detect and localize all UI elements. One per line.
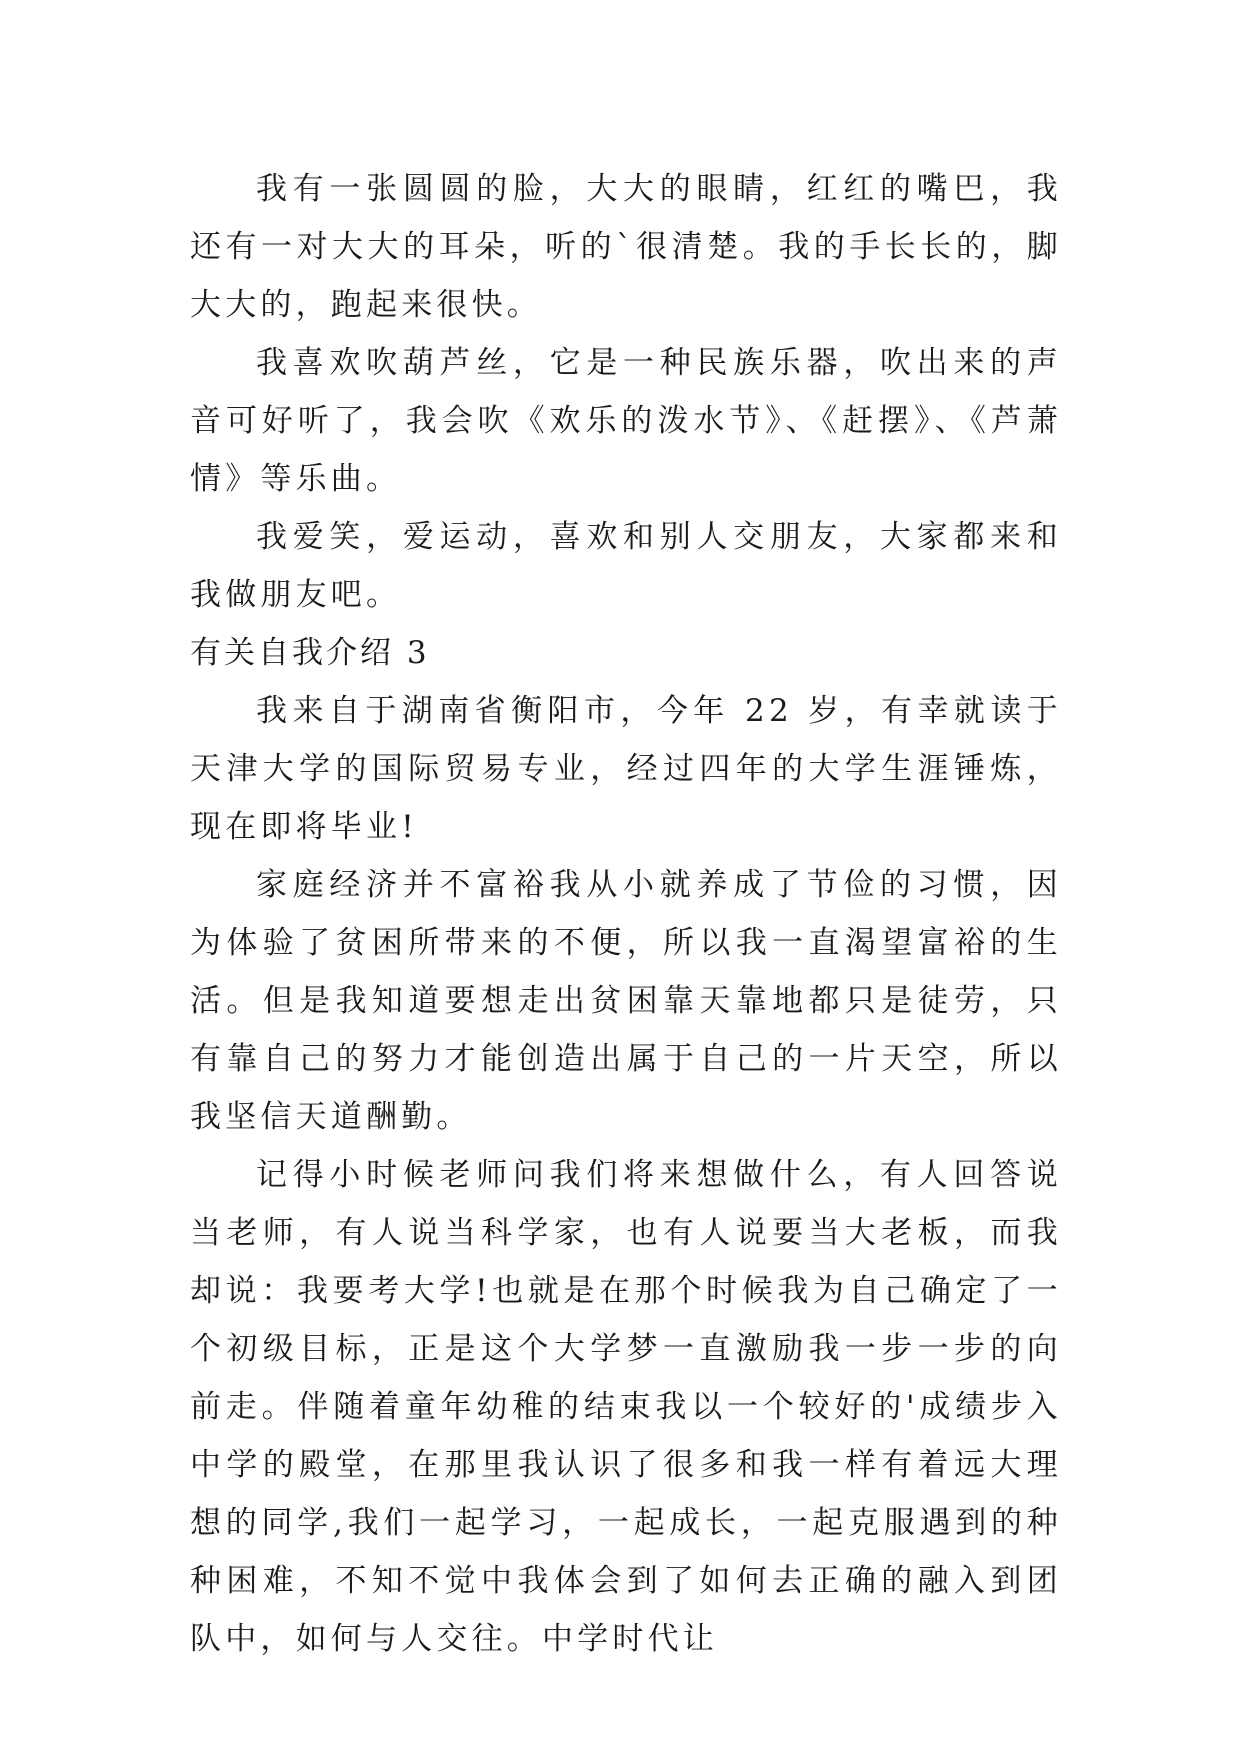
paragraph-origin: 我来自于湖南省衡阳市，今年 22 岁，有幸就读于天津大学的国际贸易专业，经过四年的大学生涯锤炼，现在即将毕业! bbox=[190, 693, 1062, 845]
document-page bbox=[190, 160, 1062, 1668]
paragraph-appearance: 我有一张圆圆的脸，大大的眼睛，红红的嘴巴，我还有一对大大的耳朵，听的`很清楚。我的手长长的，脚大大的，跑起来很快。 bbox=[190, 171, 1062, 323]
paragraph-personality: 我爱笑，爱运动，喜欢和别人交朋友，大家都来和我做朋友吧。 bbox=[190, 519, 1062, 613]
paragraph-childhood: 记得小时候老师问我们将来想做什么，有人回答说当老师，有人说当科学家，也有人说要当大老板，而我却说：我要考大学!也就是在那个时候我为自己确定了一个初级目标，正是这个大学梦一直激励我一步一步的向前走。伴随着童年幼稚的结束我以一个较好的'成绩步入中学的殿堂，在那里我认识了很多和我一样有着远大理想的同学,我们一起学习，一起成长，一起克服遇到的种种困难，不知不觉中我体会到了如何去正确的融入到团队中，如何与人交往。中学时代让 bbox=[190, 1157, 1062, 1657]
section-heading: 有关自我介绍 3 bbox=[190, 635, 430, 671]
paragraph-hobby: 我喜欢吹葫芦丝，它是一种民族乐器，吹出来的声音可好听了，我会吹《欢乐的泼水节》、《赶摆》、《芦萧情》等乐曲。 bbox=[190, 345, 1062, 497]
paragraph-family: 家庭经济并不富裕我从小就养成了节俭的习惯，因为体验了贫困所带来的不便，所以我一直渴望富裕的生活。但是我知道要想走出贫困靠天靠地都只是徒劳，只有靠自己的努力才能创造出属于自己的一片天空，所以我坚信天道酬勤。 bbox=[190, 867, 1062, 1135]
